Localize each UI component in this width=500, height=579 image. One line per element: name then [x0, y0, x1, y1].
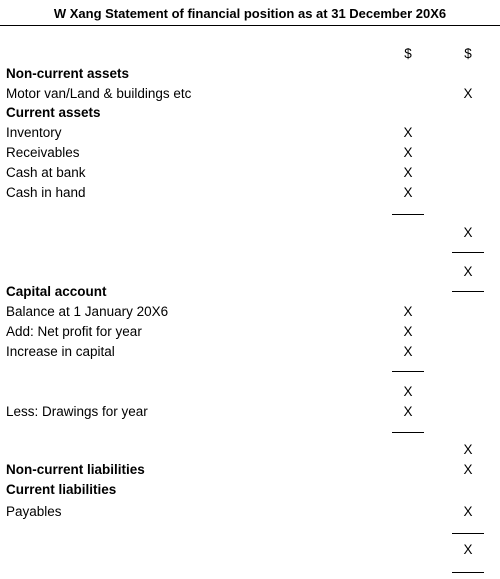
section-heading: Non-current liabilities: [6, 462, 145, 477]
amount-col2: X: [463, 504, 473, 519]
amount-col1: X: [403, 125, 413, 140]
line-item-label: Inventory: [6, 125, 62, 140]
title-underline: [0, 25, 500, 26]
line-item-label: Increase in capital: [6, 344, 115, 359]
amount-col2: X: [463, 225, 473, 240]
amount-col1: X: [403, 344, 413, 359]
total-rule: [452, 291, 484, 292]
line-item-label: Add: Net profit for year: [6, 324, 142, 339]
subtotal-rule: [392, 432, 424, 433]
line-item-label: Cash in hand: [6, 185, 86, 200]
subtotal-rule: [452, 252, 484, 253]
amount-col1: X: [403, 404, 413, 419]
amount-col1: X: [403, 324, 413, 339]
line-item-label: Payables: [6, 504, 62, 519]
total-rule: [452, 572, 484, 573]
line-item-label: Motor van/Land & buildings etc: [6, 86, 192, 101]
section-heading: Current liabilities: [6, 482, 117, 497]
amount-col1: X: [403, 304, 413, 319]
amount-col2: X: [463, 542, 473, 557]
line-item-label: Less: Drawings for year: [6, 404, 148, 419]
line-item-label: Balance at 1 January 20X6: [6, 304, 169, 319]
amount-col1: X: [403, 165, 413, 180]
section-heading: Capital account: [6, 284, 107, 299]
subtotal-rule: [392, 371, 424, 372]
amount-col2: X: [463, 86, 473, 101]
amount-col2: X: [463, 264, 473, 279]
currency-header-col2: $: [464, 46, 472, 61]
amount-col1: X: [403, 145, 413, 160]
amount-col2: X: [463, 462, 473, 477]
currency-header-col1: $: [404, 46, 412, 61]
subtotal-rule: [392, 214, 424, 215]
section-heading: Non-current assets: [6, 66, 130, 81]
amount-col2: X: [463, 442, 473, 457]
line-item-label: Receivables: [6, 145, 80, 160]
section-heading: Current assets: [6, 105, 101, 120]
subtotal-rule: [452, 533, 484, 534]
statement-title: W Xang Statement of financial position as at 31 December 20X6: [53, 6, 447, 21]
amount-col1: X: [403, 384, 413, 399]
amount-col1: X: [403, 185, 413, 200]
line-item-label: Cash at bank: [6, 165, 86, 180]
